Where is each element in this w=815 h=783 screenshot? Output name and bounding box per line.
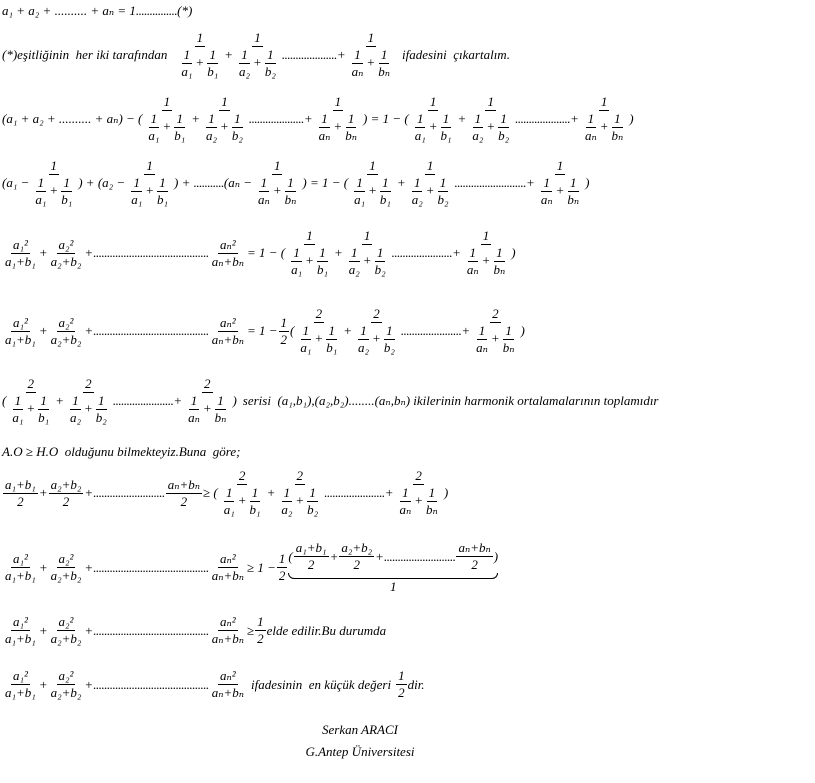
instruction-text: (*)eşitliğinin her iki tarafından	[2, 47, 168, 62]
author-affiliation: G.Antep Üniversitesi	[305, 744, 415, 759]
conclusion-text: elde edilir.Bu durumda	[266, 622, 387, 638]
harmonic-sum-text: serisi (a₁,b₁),(a₂,b₂)........(aₙ,bₙ) ikilerinin harmonik ortalamalarının toplamıdır	[242, 393, 659, 408]
sum-equals-one: a₁ + a₂ + .......... + aₙ = 1	[2, 3, 136, 18]
equation-line-3: (a₁ + a₂ + .......... + aₙ) − ( 1 $\frac{1}{\text{a₁}}$ + $\frac{1}{\text{b₁}}$ + 1 $\frac{1}{\text{a₂}}$ + $\frac{1}{\text{b₂}}$ .................... + 1 $\frac{1}{\text{aₙ}}$ + $\frac{1}{\text{bₙ}}$ ) = 1 − ( 1 $\frac{1}{\text{a₁}}$ + $\frac{1}{\text{b₁}}$ + 1 $\frac{1}{\text{a₂}}$ + $\frac{1}{\text{b₂}}$ .................... + 1 $\frac{1}{\text{aₙ}}$ + $\frac{1}{\text{bₙ}}$ )	[2, 94, 634, 143]
inequality-statement	[2, 444, 240, 460]
harmonic-sum-line: ( 2 $\frac{1}{\text{a₁}}$ + $\frac{1}{\text{b₁}}$ + 2 $\frac{1}{\text{a₂}}$ + $\frac{1}{\text{b₂}}$ ...................... + 2 $\frac{1}{\text{aₙ}}$ + $\frac{1}{\text{bₙ}}$ ) serisi (a₁,b₁),(a₂,b₂)........(aₙ,bₙ) ikilerinin harmonik ortalamalarının toplamıdır	[2, 376, 659, 425]
equation-line-5: a₁² a₁+b₁ + a₂² a₂+b₂ + .......................................... $\frac{\text{aₙ²}}{\text{aₙ+bₙ}}$ = 1 − ( 1 $\frac{1}{\text{a₁}}$ + $\frac{1}{\text{b₁}}$ + 1 $\frac{1}{\text{a₂}}$ + $\frac{1}{\text{b₂}}$ ...................... + 1 $\frac{1}{\text{aₙ}}$ + $\frac{1}{\text{bₙ}}$ )	[5, 228, 516, 277]
author-name: Serkan ARACI	[322, 722, 398, 737]
equation-line-12: a₁² a₁+b₁ + a₂² a₂+b₂ + .......................................... aₙ² aₙ+bₙ ifadesinin en küçük değeri 1 2 dir.	[5, 668, 425, 700]
equation-line-4: (a₁ − 1 $\frac{1}{\text{a₁}}$ + $\frac{1}{\text{b₁}}$ ) + (a₂ − 1 $\frac{1}{\text{a₁}}$ + $\frac{1}{\text{b₁}}$ ) + ...........(aₙ − 1 $\frac{1}{\text{aₙ}}$ + $\frac{1}{\text{bₙ}}$ ) = 1 − ( 1 $\frac{1}{\text{a₁}}$ + $\frac{1}{\text{b₁}}$ + 1 $\frac{1}{\text{a₂}}$ + $\frac{1}{\text{b₂}}$ .......................... + 1 $\frac{1}{\text{aₙ}}$ + $\frac{1}{\text{bₙ}}$ )	[2, 158, 590, 207]
minimum-end: dir.	[407, 676, 425, 692]
equation-line-6: a₁² a₁+b₁ + a₂² a₂+b₂ + .......................................... $\frac{\text{aₙ²}}{\text{aₙ+bₙ}}$ = 1 − $\frac{1}{2}$ ( 2 $\frac{1}{\text{a₁}}$ + $\frac{1}{\text{b₁}}$ + 2 $\frac{1}{\text{a₂}}$ + $\frac{1}{\text{b₂}}$ ...................... + 2 $\frac{1}{\text{aₙ}}$ + $\frac{1}{\text{bₙ}}$ )	[5, 306, 525, 355]
minimum-text: ifadesinin en küçük değeri	[251, 676, 392, 692]
harmonic-term-2: 1 $\frac{1}{\text{a₂}}$ + $\frac{1}{\text{b₂}}$	[239, 30, 276, 79]
instruction-line: (*)eşitliğinin her iki tarafından 1 $\frac{1}{\text{a₁}}$ + $\frac{1}{\text{b₁}}$ + 1 $\frac{1}{\text{a₂}}$ + $\frac{1}{\text{b₂}}$ .................... + 1 $\frac{1}{\text{aₙ}}$ + $\frac{1}{\text{bₙ}}$ ifadesini çıkartalım.	[2, 30, 510, 79]
equation-line-9: a₁+b₁ 2 + a₂+b₂ 2 + .......................... $\frac{\text{aₙ+bₙ}}{2}$ ≥ ( 2 $\frac{1}{\text{a₁}}$ + $\frac{1}{\text{b₁}}$ + 2 $\frac{1}{\text{a₂}}$ + $\frac{1}{\text{b₂}}$ ...................... + 2 $\frac{1}{\text{aₙ}}$ + $\frac{1}{\text{bₙ}}$ )	[5, 468, 449, 517]
equation-line-11: a₁² a₁+b₁ + a₂² a₂+b₂ + .......................................... $\frac{\text{aₙ²}}{\text{aₙ+bₙ}}$ ≥ $\frac{1}{2}$ elde edilir.Bu durumda	[5, 614, 387, 646]
harmonic-term-n: 1 $\frac{1}{\text{aₙ}}$ + $\frac{1}{\text{bₙ}}$	[351, 30, 390, 79]
dots: ...............	[135, 3, 178, 18]
harmonic-term-1: 1 $\frac{1}{\text{a₁}}$ + $\frac{1}{\text{b₁}}$	[181, 30, 219, 79]
equation-line-1	[2, 3, 192, 19]
equation-line-10: a₁² a₁+b₁ + a₂² a₂+b₂ + .......................................... $\frac{\text{aₙ²}}{\text{aₙ+bₙ}}$ ≥ 1 − $\frac{1}{2}$ ( a₁+b₁ 2 + a₂+b₂ 2 + .......................... aₙ+bₙ 2 ) 1	[5, 540, 499, 594]
equation-tag: (*)	[177, 3, 193, 18]
underbrace: ( a₁+b₁ 2 + a₂+b₂ 2 + .......................... aₙ+bₙ 2 ) 1	[288, 540, 499, 594]
brace-value: 1	[390, 579, 397, 594]
instruction-text-end: ifadesini çıkartalım.	[401, 47, 510, 62]
dots: ....................	[281, 47, 337, 62]
ao-ho-text: A.O ≥ H.O olduğunu bilmekteyiz.Buna göre;	[2, 444, 241, 459]
